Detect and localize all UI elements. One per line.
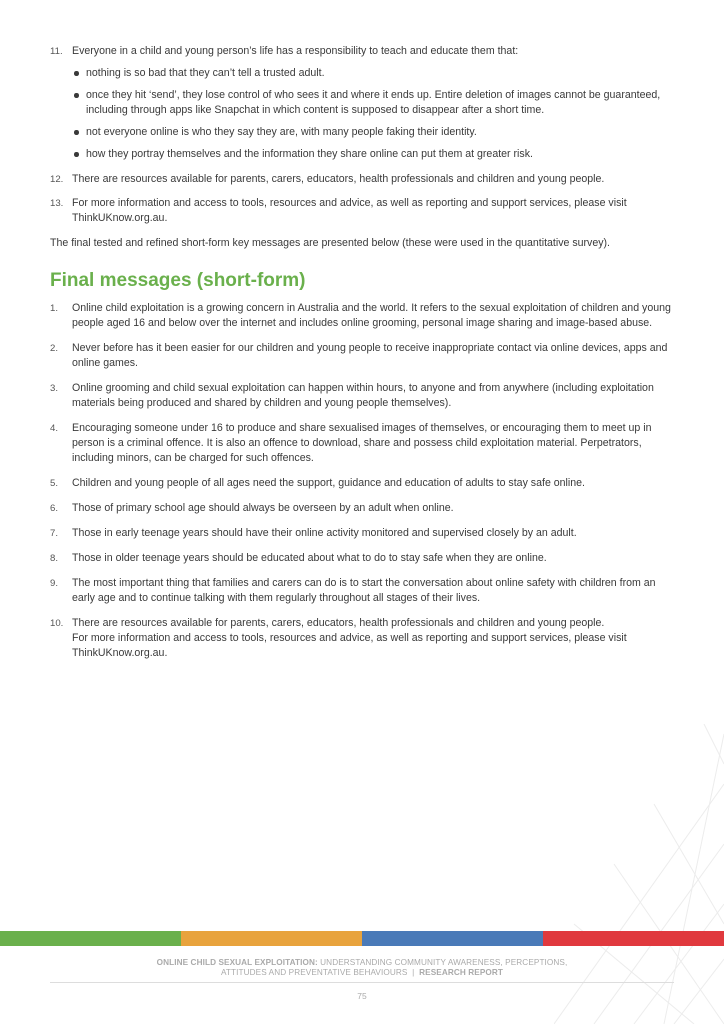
list-item — [50, 576, 680, 606]
list-item — [50, 551, 680, 566]
color-bar-segment — [181, 931, 362, 946]
item-text: Online child exploitation is a growing concern in Australia and the world. It refers to the sexual exploitation of children and young people aged 16 and below over the internet and includes online grooming, personal image sharing and image-based abuse. — [72, 301, 671, 329]
item-text: Encouraging someone under 16 to produce and share sexualised images of themselves, or encouraging them to meet up in person is a criminal offence. It is also an offence to download, share and possess child exploitation material. Perpetrators, including minors, can be charged for such offences. — [72, 421, 652, 464]
item-text: Everyone in a child and young person’s life has a responsibility to teach and educate them that: — [72, 45, 519, 57]
item-text: For more information and access to tools, resources and advice, as well as reporting and support services, please visit ThinkUKnow.org.au. — [72, 197, 627, 224]
item-text-continued: For more information and access to tools, resources and advice, as well as reporting and support services, please visit ThinkUKnow.org.au. — [72, 631, 627, 659]
item-number: 13. — [50, 198, 64, 209]
color-bar-segment — [362, 931, 543, 946]
list-item — [50, 501, 680, 516]
list-item — [50, 616, 680, 661]
item-text: There are resources available for parents, carers, educators, health professionals and children and young people. — [72, 172, 605, 185]
item-text: The most important thing that families and carers can do is to start the conversation about online safety with children from an early age and to continue talking with them regularly throughout all stages of their lives. — [72, 576, 656, 604]
page-number: 75 — [357, 991, 367, 1001]
bullet-item: how they portray themselves and the information they share online can put them at greater risk. — [72, 147, 680, 162]
list-item — [50, 341, 680, 371]
list-item — [50, 421, 680, 466]
item-text: Never before has it been easier for our children and young people to receive inappropriate contact via online devices, apps and online games. — [72, 341, 668, 369]
item-text: Online grooming and child sexual exploitation can happen within hours, to anyone and from anywhere (including exploitation materials being produced and shared by children and young people themselves). — [72, 381, 654, 409]
item-number: 10. — [50, 617, 64, 629]
footer-separator: | — [412, 968, 415, 977]
item-number: 7. — [50, 527, 59, 539]
section-heading: Final messages (short-form) — [50, 269, 306, 291]
bullet-list — [72, 66, 680, 162]
color-bar-segment — [0, 931, 181, 946]
list-item — [50, 476, 680, 491]
item-text: There are resources available for parents, carers, educators, health professionals and children and young people. — [72, 616, 605, 629]
list-item — [50, 301, 680, 331]
item-number: 2. — [50, 342, 59, 354]
item-text: Those of primary school age should always be overseen by an adult when online. — [72, 501, 454, 514]
footer-title-line2: ATTITUDES AND PREVENTATIVE BEHAVIOURS — [220, 968, 408, 977]
list-item — [50, 381, 680, 411]
footer-report-label: RESEARCH REPORT — [419, 968, 503, 977]
list-item-13 — [50, 196, 680, 226]
page-content — [50, 44, 680, 671]
footer-color-bar — [0, 931, 724, 946]
footer-title — [50, 958, 674, 978]
item-number: 9. — [50, 577, 59, 589]
list-item — [50, 526, 680, 541]
bullet-item: once they hit ‘send’, they lose control of who sees it and where it ends up. Entire deletion of images cannot be guaranteed, including through apps like Snapchat in which content is supposed to disappear after a short time. — [72, 88, 680, 118]
final-messages-list — [50, 301, 680, 661]
item-text: Those in early teenage years should have their online activity monitored and supervised closely by an adult. — [72, 526, 577, 539]
color-bar-segment — [543, 931, 724, 946]
footer-divider — [50, 982, 674, 983]
item-number: 6. — [50, 502, 59, 514]
item-text: Children and young people of all ages need the support, guidance and education of adults to stay safe online. — [72, 476, 585, 489]
item-number: 4. — [50, 422, 59, 434]
item-number: 5. — [50, 477, 59, 489]
footer-title-bold: ONLINE CHILD SEXUAL EXPLOITATION: — [156, 958, 318, 967]
list-item-11 — [50, 44, 680, 162]
item-number: 8. — [50, 552, 59, 564]
intro-paragraph: The final tested and refined short-form key messages are presented below (these were used in the quantitative survey). — [50, 236, 610, 249]
item-number: 12. — [50, 173, 64, 185]
list-item-12 — [50, 172, 680, 187]
bullet-item: nothing is so bad that they can’t tell a trusted adult. — [72, 66, 680, 81]
item-text: Those in older teenage years should be educated about what to do to stay safe when they are online. — [72, 551, 547, 564]
continued-list — [50, 44, 680, 226]
item-number: 1. — [50, 302, 59, 314]
decorative-lines — [554, 724, 724, 1024]
item-number: 3. — [50, 382, 59, 394]
footer-title-rest: UNDERSTANDING COMMUNITY AWARENESS, PERCEPTIONS, — [317, 958, 568, 967]
item-number: 11. — [50, 46, 63, 57]
bullet-item: not everyone online is who they say they are, with many people faking their identity. — [72, 125, 680, 140]
